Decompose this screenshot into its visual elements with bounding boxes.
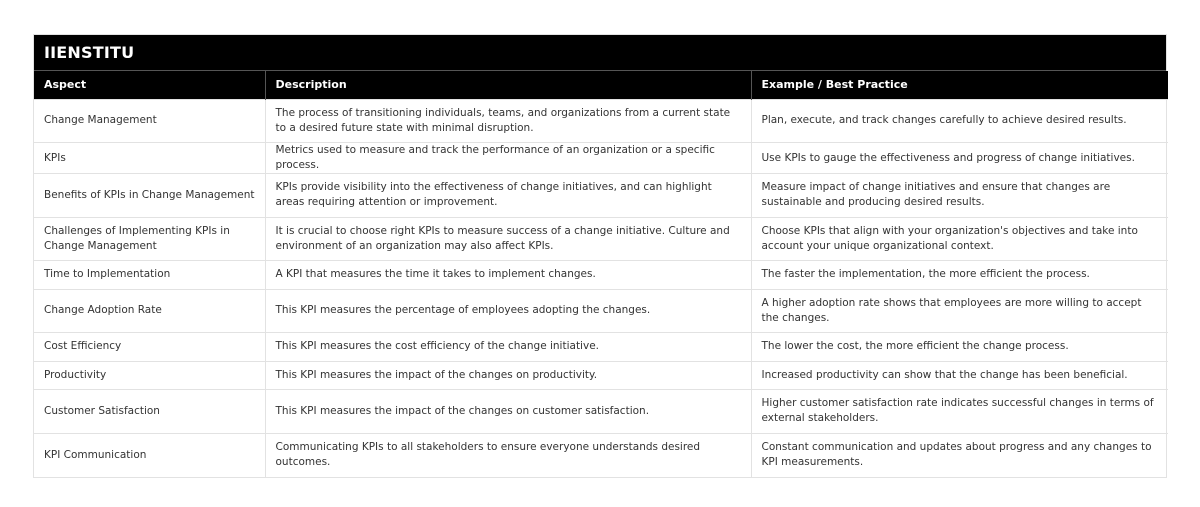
cell-aspect: Benefits of KPIs in Change Management [34,174,265,218]
cell-aspect: Change Management [34,99,265,143]
column-header-aspect: Aspect [34,71,265,99]
cell-description: This KPI measures the impact of the changes on customer satisfaction. [265,390,751,434]
table-header-row [34,71,1168,99]
cell-description: It is crucial to choose right KPIs to measure success of a change initiative. Culture and environment of an organization may also affect KPIs. [265,217,751,261]
cell-description: KPIs provide visibility into the effectiveness of change initiatives, and can highlight areas requiring attention or improvement. [265,174,751,218]
cell-description: This KPI measures the impact of the changes on productivity. [265,361,751,390]
column-header-example: Example / Best Practice [751,71,1168,99]
brand-logo-text: IIENSTITU [44,43,135,62]
cell-description: The process of transitioning individuals, teams, and organizations from a current state to a desired future state with minimal disruption. [265,99,751,143]
table-row [34,217,1168,261]
brand-header [34,35,1166,71]
table-row [34,333,1168,362]
cell-aspect: Challenges of Implementing KPIs in Change Management [34,217,265,261]
cell-example: The lower the cost, the more efficient the change process. [751,333,1168,362]
cell-description: Communicating KPIs to all stakeholders to ensure everyone understands desired outcomes. [265,433,751,477]
cell-example: Use KPIs to gauge the effectiveness and progress of change initiatives. [751,143,1168,174]
table-row [34,174,1168,218]
cell-example: Plan, execute, and track changes carefully to achieve desired results. [751,99,1168,143]
table-row [34,361,1168,390]
cell-example: The faster the implementation, the more efficient the process. [751,261,1168,290]
table-row [34,261,1168,290]
kpi-table-container [33,34,1167,478]
cell-aspect: Change Adoption Rate [34,289,265,333]
cell-example: Increased productivity can show that the change has been beneficial. [751,361,1168,390]
table-row [34,433,1168,477]
cell-example: Constant communication and updates about progress and any changes to KPI measurements. [751,433,1168,477]
cell-aspect: Cost Efficiency [34,333,265,362]
column-header-description: Description [265,71,751,99]
table-row [34,289,1168,333]
cell-description: This KPI measures the cost efficiency of the change initiative. [265,333,751,362]
table-row [34,390,1168,434]
cell-aspect: Productivity [34,361,265,390]
cell-example: Measure impact of change initiatives and ensure that changes are sustainable and producing desired results. [751,174,1168,218]
cell-aspect: Time to Implementation [34,261,265,290]
table-row [34,143,1168,174]
cell-example: A higher adoption rate shows that employees are more willing to accept the changes. [751,289,1168,333]
cell-aspect: KPIs [34,143,265,174]
cell-aspect: KPI Communication [34,433,265,477]
cell-example: Higher customer satisfaction rate indicates successful changes in terms of external stakeholders. [751,390,1168,434]
table-row [34,99,1168,143]
cell-example: Choose KPIs that align with your organization's objectives and take into account your unique organizational context. [751,217,1168,261]
cell-description: A KPI that measures the time it takes to implement changes. [265,261,751,290]
kpi-table [34,71,1168,477]
cell-aspect: Customer Satisfaction [34,390,265,434]
cell-description: This KPI measures the percentage of employees adopting the changes. [265,289,751,333]
cell-description: Metrics used to measure and track the performance of an organization or a specific process. [265,143,751,174]
